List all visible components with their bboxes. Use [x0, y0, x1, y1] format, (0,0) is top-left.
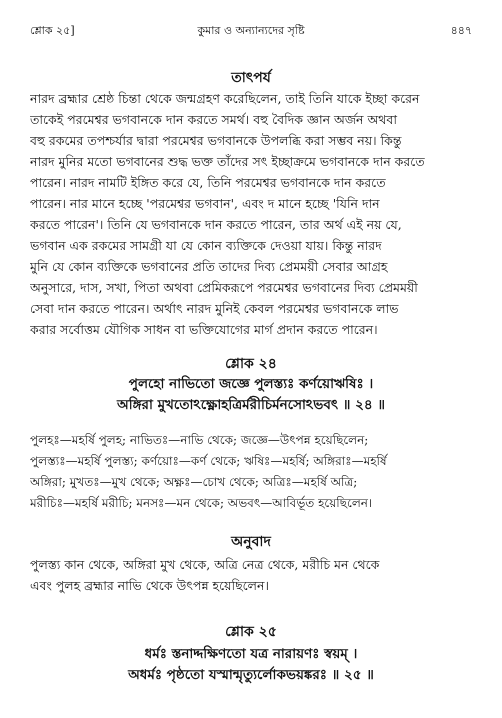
- translation-line: পুলস্ত্য কান থেকে, অঙ্গিরা মুখ থেকে, অত্রি নেত্র থেকে, মরীচি মন থেকে: [30, 557, 380, 572]
- purport-line: তাকেই পরমেশ্বর ভগবানকে দান করতে সমর্থ। বহু বৈদিক জ্ঞান অর্জন অথবা: [30, 112, 397, 127]
- synonym-line: মরীচিঃ—মহর্ষি মরীচি; মনসঃ—মন থেকে; অভবৎ—আবির্ভূত হয়েছিলেন।: [30, 496, 373, 510]
- verse-24-heading: শ্লোক ২৪: [225, 356, 277, 372]
- verse-25-text: [0, 644, 502, 686]
- verse-line: অঙ্গিরা মুখতোঽক্ষ্ণোহত্রির্মরীচির্মনসোঽভবৎ ॥ ২৪ ॥: [117, 397, 385, 413]
- purport-line: নারদ মুনির মতো ভগবানের শুদ্ধ ভক্ত তাঁদের সৎ ইচ্ছাক্রমে ভগবানকে দান করতে: [30, 154, 425, 169]
- translation-line: এবং পুলহ ব্রহ্মার নাভি থেকে উৎপন্ন হয়েছিলেন।: [30, 578, 269, 593]
- purport-text: [30, 88, 474, 340]
- purport-line: করার সর্বোত্তম যৌগিক সাধন বা ভক্তিযোগের মার্গ প্রদান করতে পারেন।: [30, 322, 378, 337]
- purport-line: সেবা দান করতে পারেন। অর্থাৎ নারদ মুনিই কেবল পরমেশ্বর ভগবানকে লাভ: [30, 301, 399, 316]
- verse-25-heading: শ্লোক ২৫: [225, 624, 277, 640]
- translation-text: [30, 554, 474, 596]
- verse-line: ধর্মঃ স্তনাদ্দক্ষিণতো যত্র নারায়ণঃ স্বয়ম্ ।: [144, 646, 358, 662]
- translation-heading: অনুবাদ: [231, 534, 271, 550]
- purport-heading: তাৎপর্য: [231, 70, 271, 86]
- synonym-line: পুলহঃ—মহর্ষি পুলহ; নাভিতঃ—নাভি থেকে; জজ্ঞে—উৎপন্ন হয়েছিলেন;: [30, 433, 369, 447]
- page-header: [30, 22, 472, 40]
- verse-line: পুলহো নাভিতো জজ্ঞে পুলস্ত্যঃ কর্ণয়োঋষিঃ ।: [128, 376, 374, 392]
- verse-line: অধর্মঃ পৃষ্ঠতো যস্মান্মৃত্যুর্লোকভয়ঙ্করঃ ॥ ২৫ ॥: [128, 667, 374, 683]
- verse-24-text: [0, 374, 502, 416]
- purport-line: পারেন। নারদ নামটি ইঙ্গিত করে যে, তিনি পরমেশ্বর ভগবানকে দান করতে: [30, 175, 386, 190]
- header-chapter-title: কুমার ও অন্যান্যদের সৃষ্টি: [197, 24, 305, 37]
- synonyms-text: [30, 430, 474, 514]
- purport-line: করতে পারেন'। তিনি যে ভগবানকে দান করতে পারেন, তার অর্থ এই নয় যে,: [30, 217, 402, 232]
- purport-line: অনুসারে, দাস, সখা, পিতা অথবা প্রেমিকরূপে পরমেশ্বর ভগবানের দিব্য প্রেমময়ী: [30, 280, 418, 295]
- header-verse-ref: শ্লোক ২৫]: [30, 24, 75, 37]
- synonym-line: অঙ্গিরা; মুখতঃ—মুখ থেকে; অক্ষ্ণঃ—চোখ থেকে; অত্রিঃ—মহর্ষি অত্রি;: [30, 475, 358, 489]
- purport-line: নারদ ব্রহ্মার শ্রেষ্ঠ চিন্তা থেকে জন্মগ্রহণ করেছিলেন, তাই তিনি যাকে ইচ্ছা করেন: [30, 91, 420, 106]
- purport-line: মুনি যে কোন ব্যক্তিকে ভগবানের প্রতি তাদের দিব্য প্রেমময়ী সেবার আগ্রহ: [30, 259, 388, 274]
- synonym-line: পুলস্ত্যঃ—মহর্ষি পুলস্ত্য; কর্ণয়োঃ—কর্ণ থেকে; ঋষিঃ—মহর্ষি; অঙ্গিরাঃ—মহর্ষি: [30, 454, 387, 468]
- purport-line: বহু রকমের তপশ্চর্যার দ্বারা পরমেশ্বর ভগবানকে উপলব্ধি করা সম্ভব নয়। কিন্তু: [30, 133, 402, 148]
- purport-line: ভগবান এক রকমের সামগ্রী যা যে কোন ব্যক্তিকে দেওয়া যায়। কিন্তু নারদ: [30, 238, 382, 253]
- header-page-number: ৪৪৭: [450, 24, 472, 37]
- purport-line: পারেন। নার মানে হচ্ছে 'পরমেশ্বর ভগবান', এবং দ মানে হচ্ছে 'যিনি দান: [30, 196, 380, 211]
